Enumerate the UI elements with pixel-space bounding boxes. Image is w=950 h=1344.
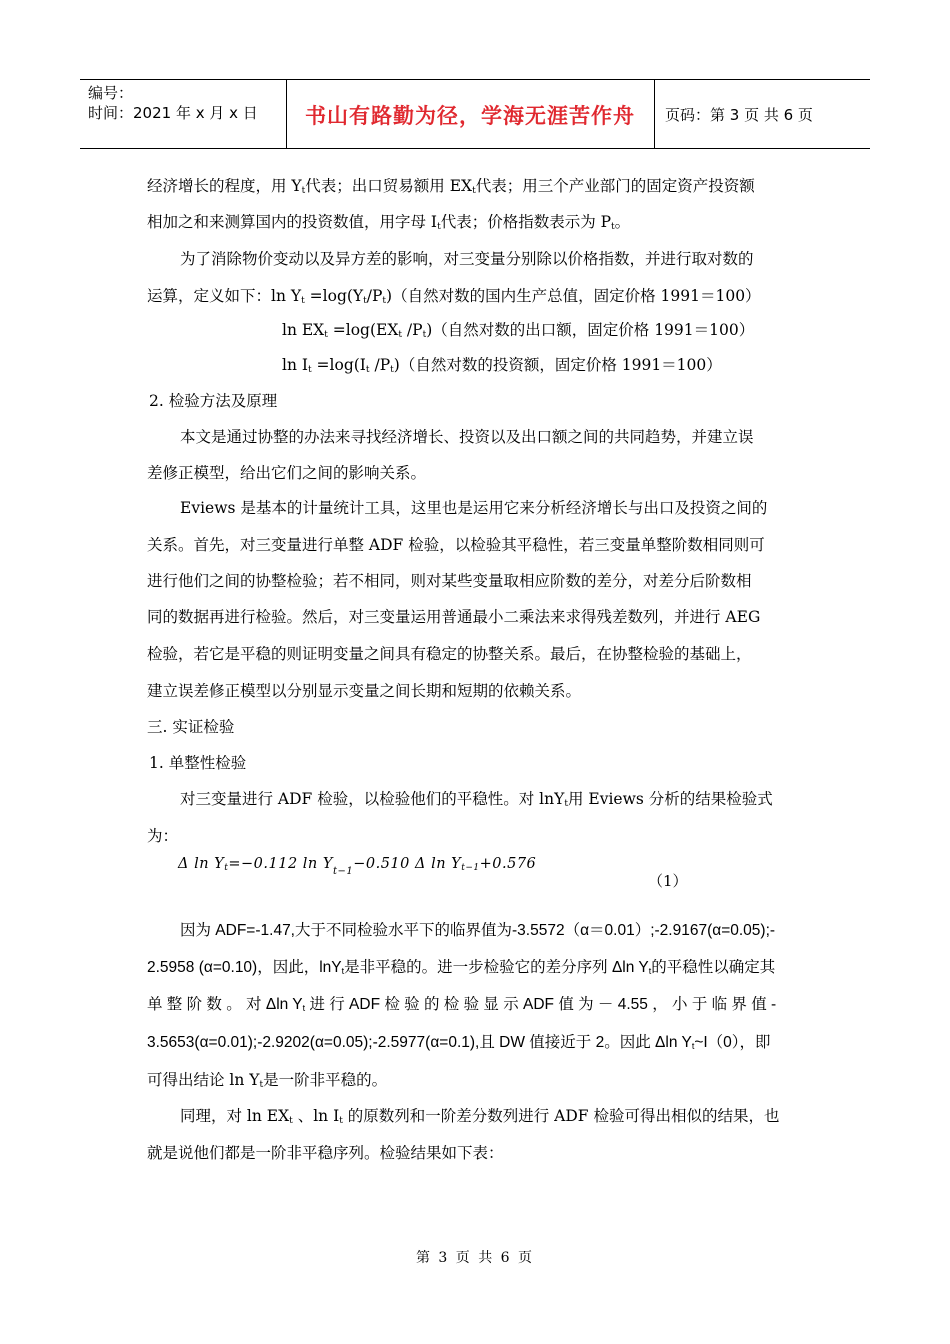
paragraph-line: 进行他们之间的协整检验；若不相同，则对某些变量取相应阶数的差分，对差分后阶数相	[147, 572, 752, 590]
code-label: 编号：	[88, 84, 134, 102]
page-footer: 第 3 页 共 6 页	[415, 1250, 535, 1266]
paragraph-line: 相加之和来测算国内的投资数值，用字母 $I_t$代表；价格指数表示为 $P_t$。	[147, 213, 631, 232]
paragraph-line: 为了消除物价变动以及异方差的影响，对三变量分别除以价格指数，并进行取对数的	[180, 250, 754, 268]
paragraph-line: 同理，对 $\ln EX_t$ 、$\ln I_t$ 的原数列和一阶差分数列进行 ADF 检验可得出相似的结果，也	[180, 1107, 780, 1126]
header-right-cell	[655, 80, 870, 148]
page-code: 页码：第 3 页 共 6 页	[665, 106, 813, 124]
section-heading: 三. 实证检验	[147, 718, 235, 736]
paragraph-line: 差修正模型，给出它们之间的影响关系。	[147, 464, 427, 482]
header-left-cell	[80, 80, 287, 148]
paragraph-line: 建立误差修正模型以分别显示变量之间长期和短期的依赖关系。	[147, 682, 582, 700]
header-motto-cell	[286, 80, 655, 148]
equation-1: Δ $\ln Y_t=-0.112$ $\ln Y_{t-1}-0.510$ Δ $\ln Y_{t-1}+0.576$	[178, 856, 537, 877]
page-header	[80, 79, 870, 149]
paragraph-line: 对三变量进行 ADF 检验，以检验他们的平稳性。对 lnY$_t$用 Eviews 分析的结果检验式	[180, 790, 773, 809]
paragraph-line: 3.5653(α=0.01);-2.9202(α=0.05);-2.5977(α=0.1),且 DW 值接近于 2。因此 Δln $Y_t\sim I(0)$，即	[147, 1034, 771, 1051]
paragraph-line: 就是说他们都是一阶非平稳序列。检验结果如下表：	[147, 1144, 504, 1162]
paragraph-line: 因为 ADF=-1.47,大于不同检验水平下的临界值为-3.5572（α＝0.01）;-2.9167(α=0.05);-	[180, 922, 776, 939]
equation-number: （1）	[648, 872, 688, 890]
paragraph-line: Eviews 是基本的计量统计工具，这里也是运用它来分析经济增长与出口及投资之间的	[180, 499, 768, 517]
section-heading: 2. 检验方法及原理	[149, 392, 278, 410]
paragraph-line: 关系。首先，对三变量进行单整 ADF 检验，以检验其平稳性，若三变量单整阶数相同则可	[147, 536, 765, 554]
paragraph-line: 单 整 阶 数 。 对 Δln $Y_t$ 进 行 ADF 检 验 的 检 验 显 示 ADF 值 为 － 4.55 ， 小 于 临 界 值 -	[147, 996, 777, 1013]
paragraph-line: 可得出结论 $\ln Y_t$是一阶非平稳的。	[147, 1071, 388, 1090]
motto: 书山有路勤为径，学海无涯苦作舟	[305, 103, 635, 128]
paragraph-line: 运算，定义如下：$\ln Y_t =\log(Y_t/P_t)$（自然对数的国内生产总值，固定价格 1991＝100）	[147, 287, 761, 306]
paragraph-line: 检验，若它是平稳的则证明变量之间具有稳定的协整关系。最后，在协整检验的基础上，	[147, 645, 752, 663]
paragraph-line: 本文是通过协整的办法来寻找经济增长、投资以及出口额之间的共同趋势，并建立误	[180, 428, 754, 446]
subsection-heading: 1. 单整性检验	[149, 754, 247, 772]
paragraph-line: 2.5958 (α=0.10)，因此，lnY$_t$是非平稳的。进一步检验它的差分序列 Δln $Y_t$的平稳性以确定其	[147, 959, 776, 976]
paragraph-line: 同的数据再进行检验。然后，对三变量运用普通最小二乘法来求得残差数列，并进行 AEG	[147, 608, 761, 626]
paragraph-line: 为：	[147, 827, 179, 845]
definition-line: $\ln EX_t =\log(EX_t$ $/P_t$)（自然对数的出口额，固定价格 1991＝100）	[282, 321, 755, 340]
time-label: 时间：2021 年 x 月 x 日	[88, 104, 258, 122]
definition-line: $\ln I_t =\log(I_t$ $/P_t$)（自然对数的投资额，固定价格 1991＝100）	[282, 356, 722, 375]
paragraph-line: 经济增长的程度，用 $Y_t$代表；出口贸易额用 $EX_t$代表；用三个产业部门的固定资产投资额	[147, 177, 755, 196]
